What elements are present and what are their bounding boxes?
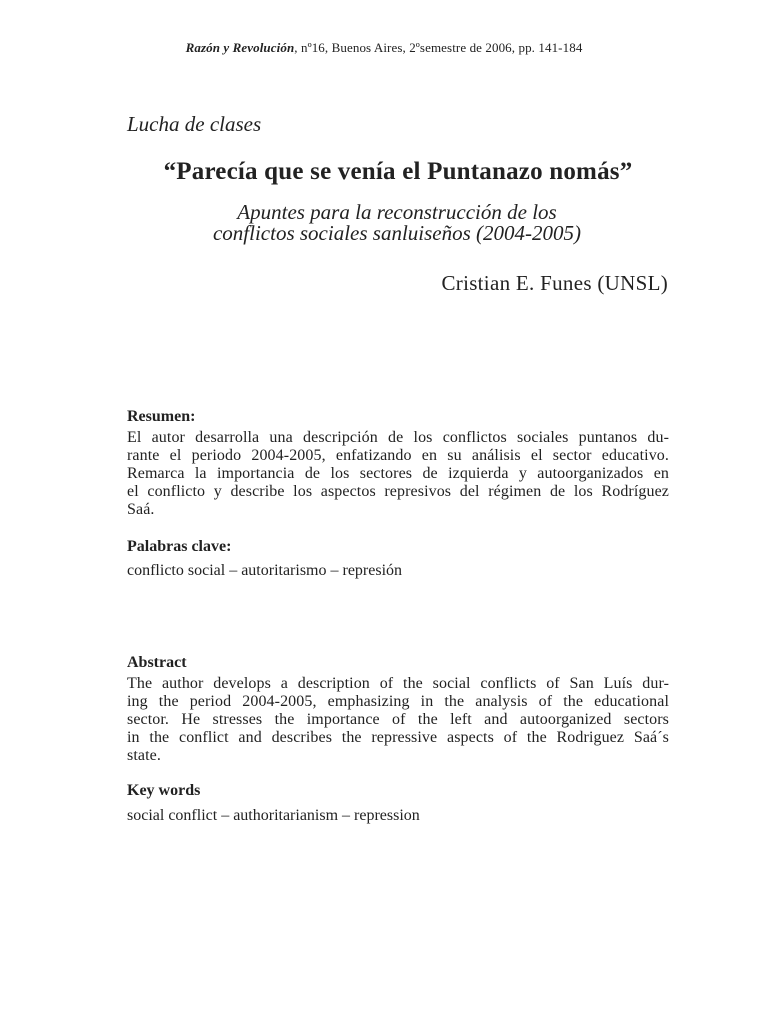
abstract-line: The author develops a description of the social conflicts of San Luís dur- xyxy=(127,675,669,692)
abstract-line: ing the period 2004-2005, emphasizing in the analysis of the educational xyxy=(127,693,669,710)
resumen-section xyxy=(127,408,669,519)
article-subtitle xyxy=(0,202,768,244)
resumen-text xyxy=(127,429,669,519)
palabras-clave-section xyxy=(127,538,669,580)
abstract-line: in the conflict and describes the repressive aspects of the Rodriguez Saá´s xyxy=(127,729,669,746)
abstract-line: state. xyxy=(127,747,161,764)
resumen-line: El autor desarrolla una descripción de los conflictos sociales puntanos du- xyxy=(127,429,669,446)
palabras-clave-heading: Palabras clave: xyxy=(127,538,232,555)
key-words-heading: Key words xyxy=(127,782,201,799)
journal-name: Razón y Revolución xyxy=(185,40,295,55)
resumen-line: Remarca la importancia de los sectores de izquierda y autoorganizados en xyxy=(127,465,669,482)
resumen-heading: Resumen: xyxy=(127,408,196,425)
key-words-section xyxy=(127,782,669,825)
section-label: Lucha de clases xyxy=(127,112,262,136)
author-name: Cristian E. Funes (UNSL) xyxy=(441,271,668,295)
running-header xyxy=(0,40,768,56)
abstract-line: sector. He stresses the importance of the left and autoorganized sectors xyxy=(127,711,669,728)
abstract-text xyxy=(127,675,669,765)
resumen-line: Saá. xyxy=(127,501,155,518)
subtitle-line: Apuntes para la reconstrucción de los xyxy=(237,200,557,224)
key-words-text: social conflict – authoritarianism – repression xyxy=(127,807,420,824)
issue-details: , nº16, Buenos Aires, 2ºsemestre de 2006, pp. 141-184 xyxy=(294,40,583,55)
abstract-section xyxy=(127,654,669,765)
subtitle-line: conflictos sociales sanluiseños (2004-2005) xyxy=(212,221,582,245)
resumen-line: rante el periodo 2004-2005, enfatizando en su análisis el sector educativo. xyxy=(127,447,669,464)
palabras-clave-text: conflicto social – autoritarismo – represión xyxy=(127,562,403,579)
article-title: “Parecía que se venía el Puntanazo nomás” xyxy=(163,158,633,185)
resumen-line: el conflicto y describe los aspectos represivos del régimen de los Rodríguez xyxy=(127,483,669,500)
abstract-heading: Abstract xyxy=(127,654,187,671)
